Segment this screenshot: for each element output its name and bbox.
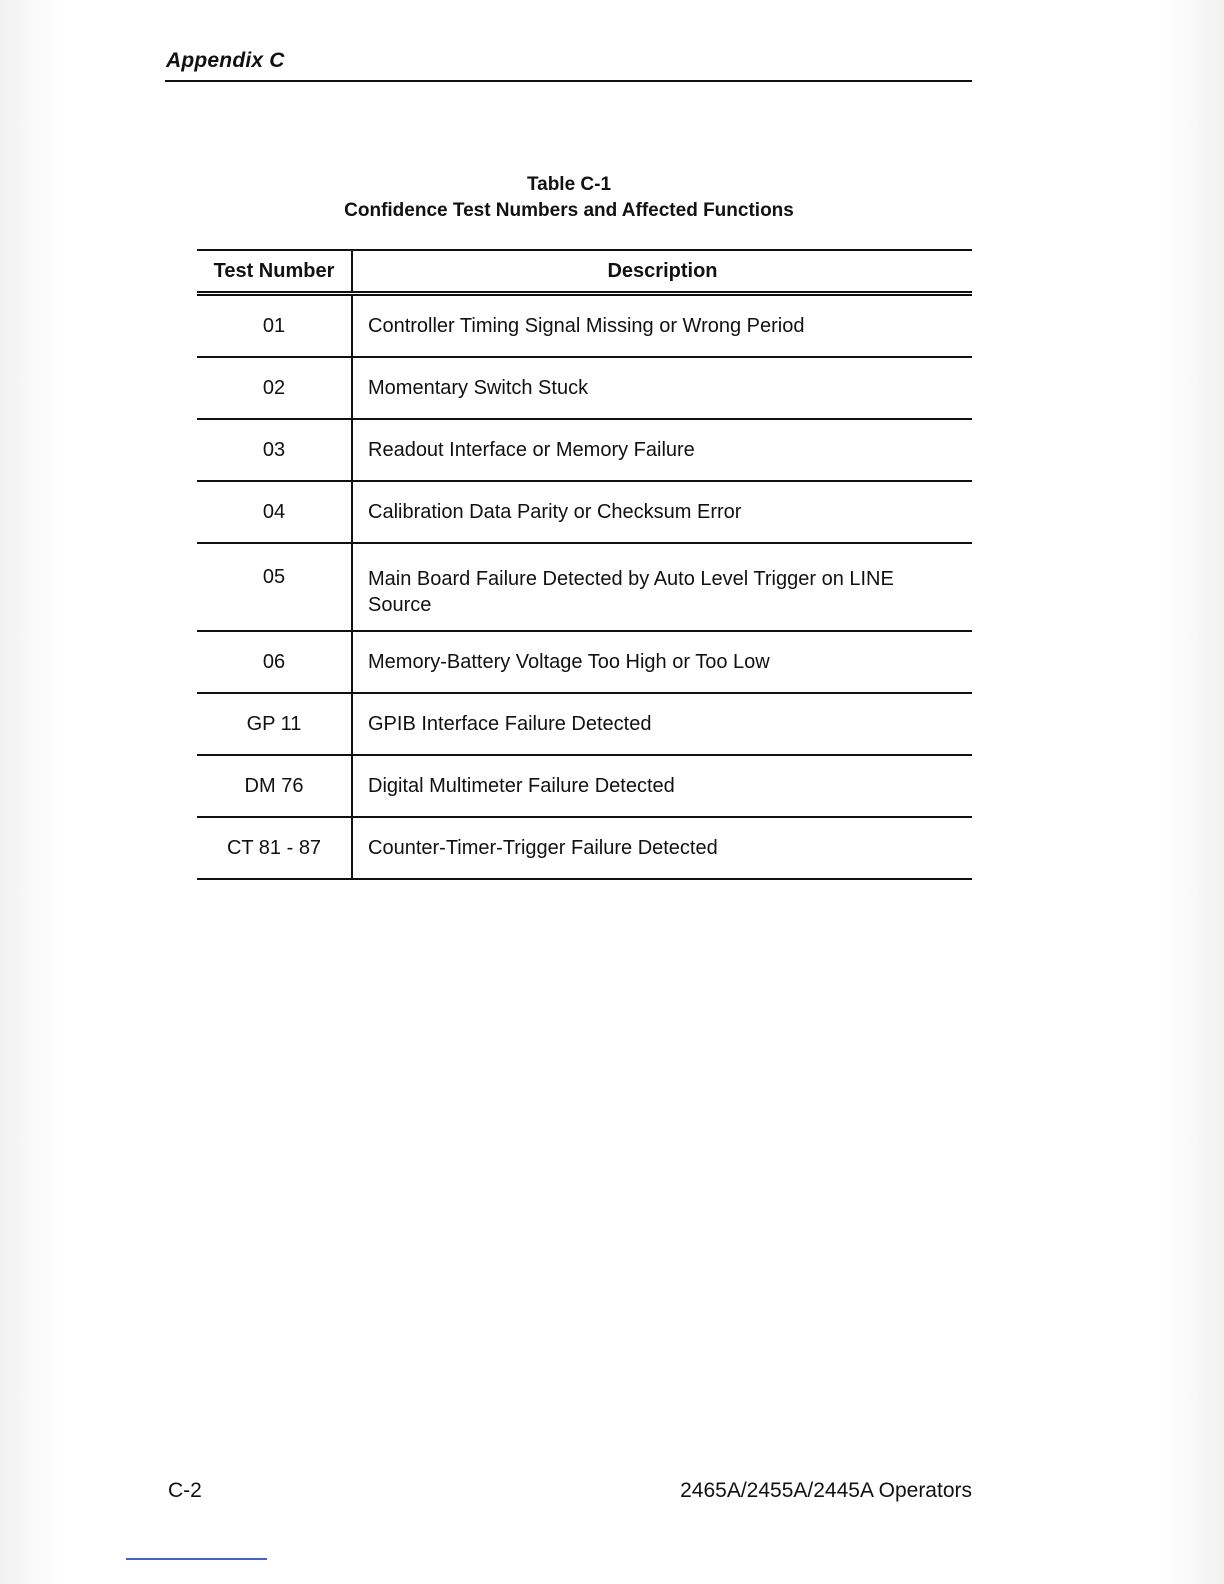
description-cell: Digital Multimeter Failure Detected [352, 755, 972, 817]
table-row [197, 543, 972, 631]
table-number: Table C-1 [526, 174, 612, 195]
table-row [197, 481, 972, 543]
description-cell: Momentary Switch Stuck [352, 357, 972, 419]
test-number-cell: DM 76 [197, 755, 352, 817]
scan-mark-line [126, 1558, 267, 1560]
description-cell: Readout Interface or Memory Failure [352, 419, 972, 481]
test-number-cell: 04 [197, 481, 352, 543]
description-cell: Memory-Battery Voltage Too High or Too Low [352, 631, 972, 693]
description-text: Main Board Failure Detected by Auto Level Trigger on LINE Source [368, 568, 894, 616]
page-edge-right [1164, 0, 1224, 1584]
table-row [197, 755, 972, 817]
test-number-cell: 06 [197, 631, 352, 693]
test-number-text: 05 [262, 566, 286, 588]
table-row [197, 631, 972, 693]
confidence-test-table [197, 249, 972, 880]
test-number-cell: 01 [197, 294, 352, 358]
table-caption [166, 172, 972, 224]
test-number-cell: CT 81 - 87 [197, 817, 352, 879]
page-number: C-2 [168, 1479, 202, 1502]
table [197, 249, 972, 880]
manual-title: 2465A/2455A/2445A Operators [680, 1479, 972, 1502]
description-cell: GPIB Interface Failure Detected [352, 693, 972, 755]
test-number-cell: GP 11 [197, 693, 352, 755]
description-cell: Controller Timing Signal Missing or Wrong Period [352, 294, 972, 358]
table-row [197, 419, 972, 481]
running-head: Appendix C [166, 49, 285, 72]
header-rule [165, 80, 972, 82]
test-number-cell [197, 543, 352, 631]
table-row [197, 294, 972, 358]
page-edge-left [0, 0, 60, 1584]
table-header-row [197, 250, 972, 294]
description-cell [352, 543, 972, 631]
table-row [197, 357, 972, 419]
test-number-cell: 02 [197, 357, 352, 419]
description-cell: Counter-Timer-Trigger Failure Detected [352, 817, 972, 879]
table-row [197, 693, 972, 755]
column-header-description: Description [352, 250, 972, 294]
test-number-cell: 03 [197, 419, 352, 481]
table-row [197, 817, 972, 879]
table-title: Confidence Test Numbers and Affected Functions [344, 200, 794, 221]
description-cell: Calibration Data Parity or Checksum Error [352, 481, 972, 543]
column-header-test-number: Test Number [197, 250, 352, 294]
